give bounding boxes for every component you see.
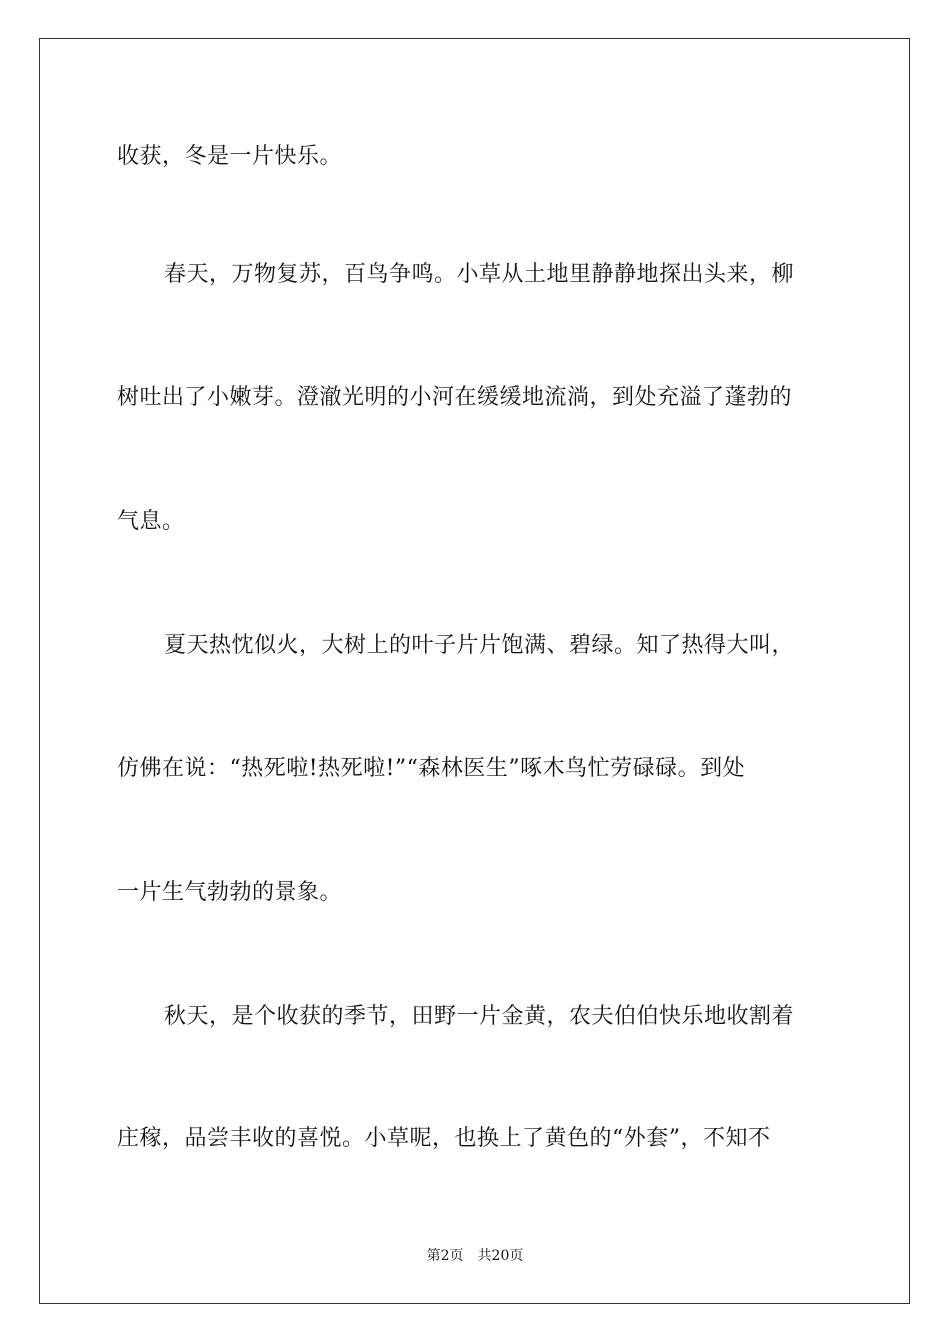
paragraph-line: 气息。 — [117, 509, 185, 534]
paragraph-line: 收获，冬是一片快乐。 — [117, 144, 343, 169]
paragraph-line: 夏天热忱似火，大树上的叶子片片饱满、碧绿。知了热得大叫， — [164, 633, 795, 658]
paragraph-line: 秋天，是个收获的季节，田野一片金黄，农夫伯伯快乐地收割着 — [164, 1004, 795, 1029]
paragraph-line: 树吐出了小嫩芽。澄澈光明的小河在缓缓地流淌，到处充溢了蓬勃的 — [117, 385, 793, 410]
paragraph-line: 一片生气勃勃的景象。 — [117, 880, 343, 905]
page-footer — [0, 1246, 950, 1266]
paragraph-line: 仿佛在说：“热死啦!热死啦!”“森林医生”啄木鸟忙劳碌碌。到处 — [117, 756, 746, 781]
page-number: 第2页 — [426, 1248, 464, 1264]
page-total: 共20页 — [477, 1248, 524, 1264]
paragraph-line: 春天，万物复苏，百鸟争鸣。小草从土地里静静地探出头来，柳 — [164, 262, 795, 287]
paragraph-line: 庄稼，品尝丰收的喜悦。小草呢，也换上了黄色的“外套”，不知不 — [117, 1126, 771, 1151]
page-frame — [39, 38, 910, 1304]
